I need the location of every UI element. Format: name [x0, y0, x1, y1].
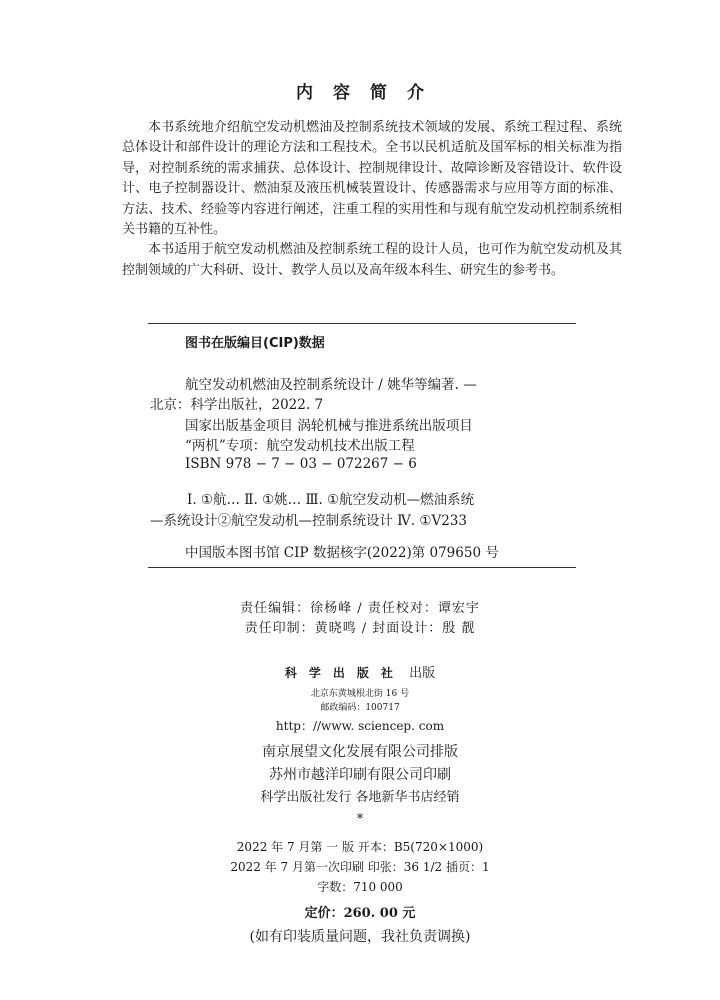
publisher-postcode: 邮政编码：100717: [320, 703, 400, 713]
summary-body: [122, 118, 622, 281]
cip-heading: 图书在版编目(CIP)数据: [185, 336, 325, 351]
price: 定价：260. 00 元: [304, 906, 416, 921]
cip-line-classification-1: Ⅰ. ①航… Ⅱ. ①姚… Ⅲ. ①航空发动机—燃油系统: [187, 492, 475, 508]
publisher-address: 北京东黄城根北街 16 号: [310, 689, 410, 699]
word-count: 字数：710 000: [317, 880, 403, 894]
typesetter: 南京展望文化发展有限公司排版: [262, 744, 458, 760]
cip-line-classification-2: —系统设计②航空发动机—控制系统设计 Ⅳ. ①V233: [150, 513, 467, 529]
printer: 苏州市越洋印刷有限公司印刷: [269, 767, 451, 783]
cip-top-rule: [148, 323, 576, 324]
cip-line-record-number: 中国版本图书馆 CIP 数据核字(2022)第 079650 号: [185, 545, 499, 561]
quality-note: (如有印装质量问题，我社负责调换): [249, 929, 471, 945]
cip-line-title: 航空发动机燃油及控制系统设计 / 姚华等编著. —: [185, 377, 477, 393]
publisher-line: [0, 662, 720, 681]
publisher-suffix: 出版: [409, 666, 436, 681]
summary-paragraph-2: 本书适用于航空发动机燃油及控制系统工程的设计人员，也可作为航空发动机及其控制领域的广大科研、设计、教学人员以及高年级本科生、研究生的参考书。: [122, 242, 622, 278]
cip-line-series: “两机”专项：航空发动机技术出版工程: [185, 438, 415, 454]
publisher-name: 科学出版社: [284, 666, 405, 680]
cip-line-project: 国家出版基金项目 涡轮机械与推进系统出版项目: [185, 418, 473, 434]
cip-bottom-rule: [148, 567, 576, 568]
distribution: 科学出版社发行 各地新华书店经销: [260, 790, 460, 805]
edition-info: 2022 年 7 月第 一 版 开本：B5(720×1000): [236, 840, 484, 854]
summary-title: 内容简介: [296, 83, 444, 103]
publisher-url: http：//www. sciencep. com: [275, 719, 445, 733]
summary-paragraph-1: 本书系统地介绍航空发动机燃油及控制系统技术领域的发展、系统工程过程、系统总体设计和部件设计的理论方法和工程技术。全书以民机适航及国军标的相关标准为指导，对控制系统的需求捕获、总体设计、控制规律设计、故障诊断及容错设计、软件设计、电子控制器设计、燃油泵及液压机械装置设计、传感器需求与应用等方面的标准、方法、技术、经验等内容进行阐述，注重工程的实用性和与现有航空发动机控制系统相关书籍的互补性。: [122, 120, 622, 238]
cip-line-isbn: ISBN 978 − 7 − 03 − 072267 − 6: [185, 456, 417, 472]
cip-line-publisher: 北京：科学出版社，2022. 7: [150, 397, 324, 413]
separator-star: *: [356, 812, 364, 827]
impression-info: 2022 年 7 月第一次印刷 印张：36 1/2 插页：1: [230, 860, 490, 874]
credits-editors: 责任编辑：徐杨峰 / 责任校对：谭宏宇: [240, 601, 480, 616]
credits-print-cover: 责任印制：黄晓鸣 / 封面设计：殷 靓: [244, 621, 476, 636]
